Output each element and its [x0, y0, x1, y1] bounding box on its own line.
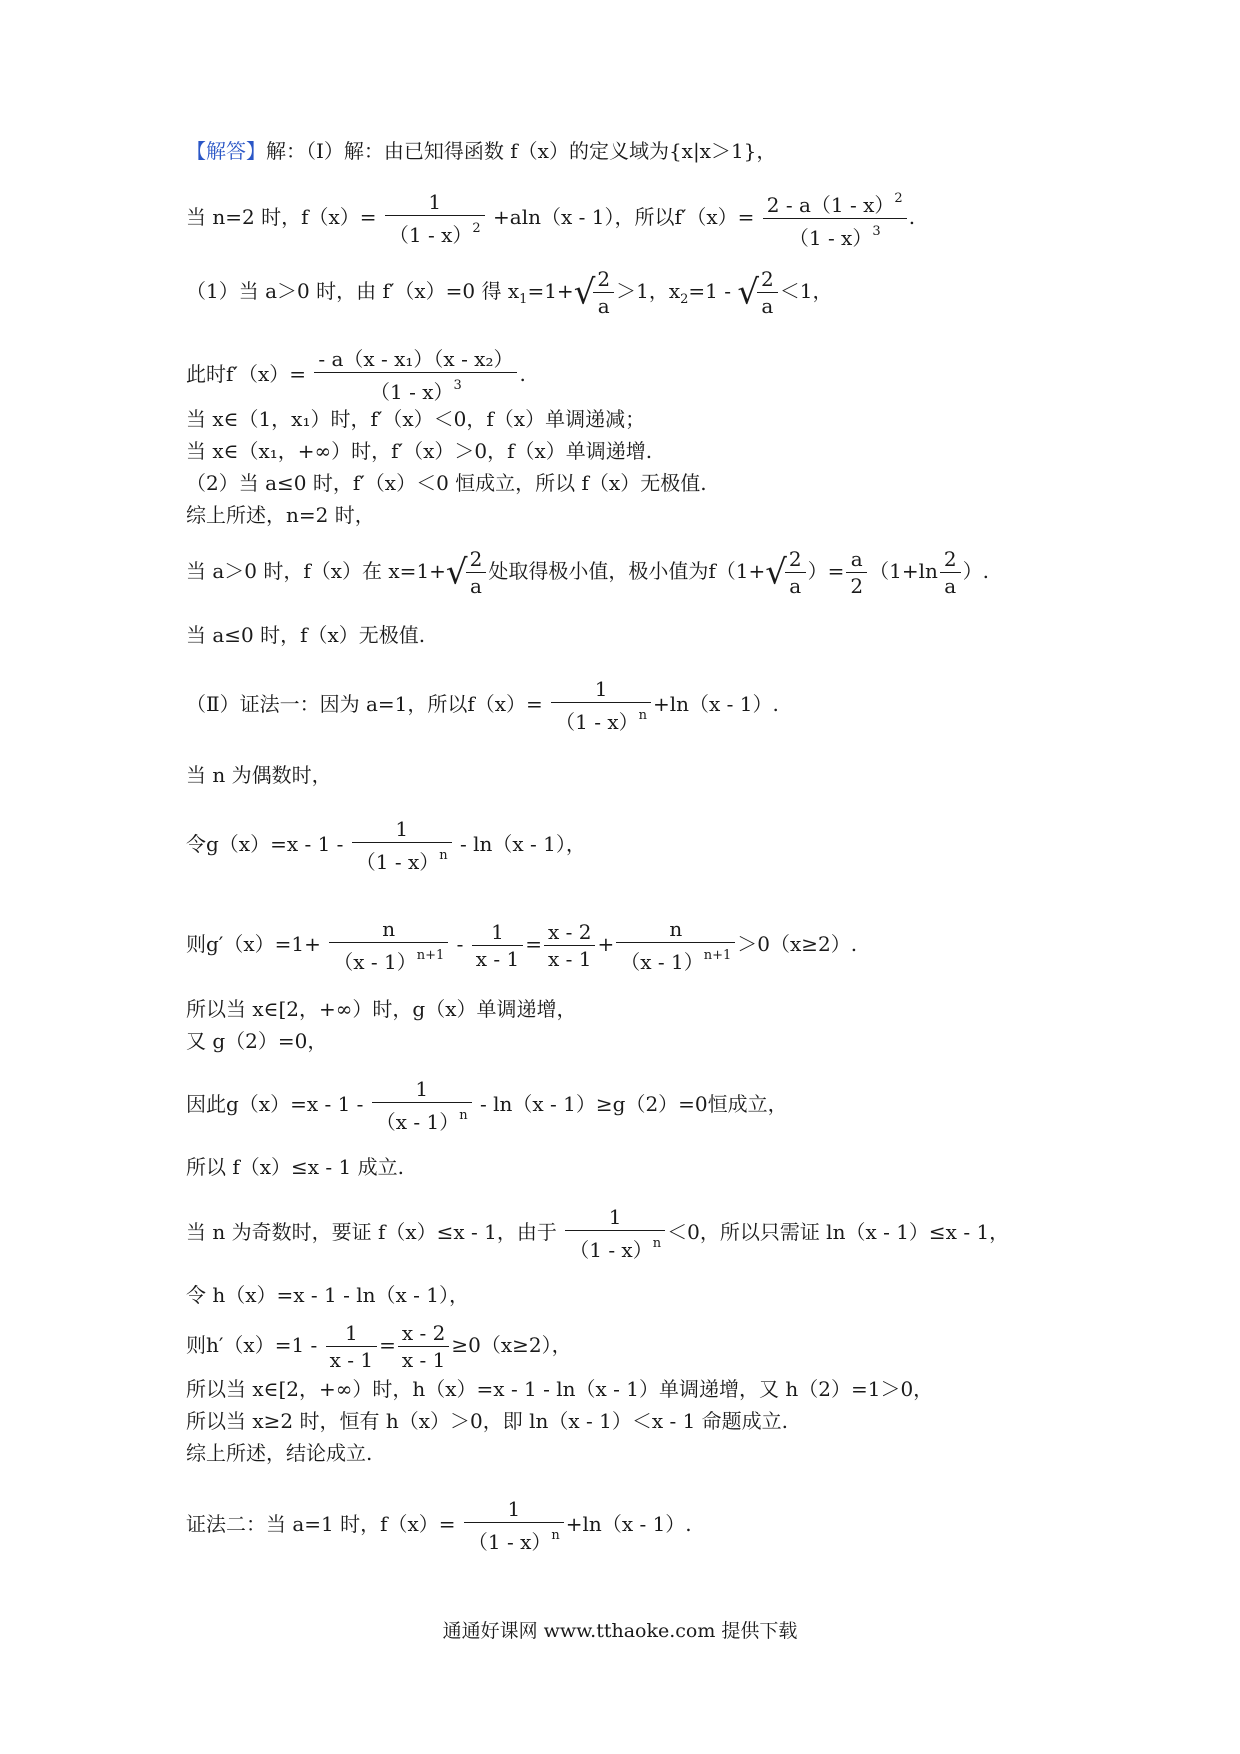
text: .: [519, 362, 526, 386]
denominator: a: [944, 574, 957, 598]
exponent: n: [459, 1108, 468, 1123]
text: ＜0，所以只需证 ln（x - 1）≤x - 1，: [667, 1220, 1010, 1244]
radical: [765, 546, 807, 599]
exponent: 3: [453, 378, 462, 393]
text: ）=: [807, 559, 845, 583]
text: =: [379, 1333, 396, 1357]
text: ＞1，x: [616, 279, 681, 303]
fraction: [398, 1320, 449, 1373]
fraction: [464, 1496, 564, 1555]
den-text: （x - 1）: [333, 950, 417, 974]
den-text: （1 - x）: [370, 380, 454, 404]
fraction: [472, 919, 523, 972]
exponent: n+1: [416, 948, 445, 963]
sqrt-icon: √: [737, 272, 760, 313]
text: 当 n=2 时，f（x）=: [186, 205, 377, 229]
denominator: [385, 216, 485, 248]
line-define-h: 令 h（x）=x - 1 - ln（x - 1），: [186, 1283, 469, 1307]
subscript: 1: [519, 292, 528, 307]
den-text: （x - 1）: [375, 1110, 460, 1134]
denominator: 2: [850, 574, 864, 598]
text: - ln（x - 1），: [453, 832, 586, 856]
text: 令g（x）=x - 1 -: [186, 832, 350, 856]
line-g2: 又 g（2）=0，: [186, 1029, 328, 1053]
text: +: [597, 932, 615, 956]
numerator: 2: [785, 546, 806, 573]
fraction: [372, 1076, 472, 1135]
text: （1）当 a＞0 时，由 f′（x）=0 得 x: [186, 279, 520, 303]
numerator: 2: [466, 546, 487, 573]
numerator: 2: [757, 266, 778, 293]
denominator: [352, 843, 452, 875]
line-case2: （2）当 a≤0 时，f′（x）＜0 恒成立，所以 f（x）无极值.: [186, 471, 707, 495]
denominator: a: [789, 574, 802, 598]
text: 则g′（x）=1+: [186, 932, 321, 956]
exponent: n: [652, 1236, 662, 1251]
numerator: 1: [464, 1496, 564, 1523]
text: （1+ln: [869, 559, 938, 583]
denominator: a: [761, 294, 774, 318]
text: （Ⅱ）证法一：因为 a=1，所以f（x）=: [186, 692, 543, 716]
text: +ln（x - 1）.: [565, 1512, 692, 1536]
denominator: [464, 1523, 564, 1555]
sqrt-icon: √: [445, 552, 468, 593]
exponent: n: [551, 1528, 560, 1543]
line-h-positive: 所以当 x≥2 时，恒有 h（x）＞0，即 ln（x - 1）＜x - 1 命题成立.: [186, 1409, 789, 1433]
line-derivative-factored: [186, 346, 526, 405]
denominator: [551, 703, 651, 735]
fraction: [314, 346, 517, 405]
denominator: x - 1: [329, 1348, 374, 1372]
text: - ln（x - 1）≥g（2）=0恒成立，: [473, 1092, 788, 1116]
line-g-inequality: [186, 1076, 788, 1135]
fraction: [763, 186, 907, 251]
text: 则h′（x）=1 -: [186, 1333, 324, 1357]
denominator: x - 1: [475, 947, 520, 971]
den-text: （x - 1）: [620, 950, 704, 974]
fraction: [593, 266, 614, 319]
line-g-derivative: [186, 916, 857, 975]
denominator: [565, 1231, 665, 1263]
denominator: a: [469, 574, 482, 598]
fraction: [551, 676, 651, 735]
denominator: [616, 943, 735, 975]
line-increasing: 当 x∈（x₁，+∞）时，f′（x）＞0，f（x）单调递增.: [186, 439, 653, 463]
text: 此时f′（x）=: [186, 362, 306, 386]
fraction: [326, 1320, 377, 1373]
exponent: 2: [894, 191, 903, 206]
sqrt-icon: √: [765, 552, 787, 593]
text: =1+: [527, 279, 574, 303]
den-text: （1 - x）: [569, 1238, 653, 1262]
den-text: （1 - x）: [388, 223, 473, 247]
numerator: n: [616, 916, 735, 943]
numerator: 2: [593, 266, 614, 293]
text: =: [525, 932, 542, 956]
numerator: 1: [385, 189, 485, 216]
numerator: 1: [565, 1204, 665, 1231]
line-summary: 综上所述，n=2 时，: [186, 503, 375, 527]
radical: [574, 266, 616, 319]
den-text: （1 - x）: [788, 226, 873, 250]
line-g-increasing: 所以当 x∈[2，+∞）时，g（x）单调递增，: [186, 997, 577, 1021]
denominator: [314, 373, 517, 405]
numerator: 1: [551, 676, 651, 703]
text: 解：（Ⅰ）解：由已知得函数 f（x）的定义域为{x|x＞1}，: [266, 139, 777, 163]
text: ＜1，: [779, 279, 833, 303]
fraction: [329, 916, 448, 975]
text: 证法二：当 a=1 时，f（x）=: [186, 1512, 456, 1536]
numerator: [763, 186, 907, 219]
line-decreasing: 当 x∈（1，x₁）时，f′（x）＜0，f（x）单调递减；: [186, 407, 646, 431]
text: =1 -: [688, 279, 738, 303]
line-proof2: [186, 1496, 692, 1555]
text: ＞0（x≥2）.: [737, 932, 858, 956]
text: ≥0（x≥2），: [451, 1333, 572, 1357]
line-case1-roots: [186, 266, 833, 319]
fraction: [565, 1204, 665, 1263]
numerator: 2: [940, 546, 961, 573]
numerator: x - 2: [398, 1320, 449, 1347]
numerator: - a（x - x₁）（x - x₂）: [314, 346, 517, 373]
fraction: [544, 919, 595, 972]
denominator: [372, 1103, 472, 1135]
sqrt-icon: √: [573, 272, 596, 313]
fraction: [846, 546, 867, 599]
numerator: n: [329, 916, 448, 943]
den-text: （1 - x）: [555, 710, 639, 734]
numerator: 1: [472, 919, 523, 946]
text: -: [450, 932, 470, 956]
exponent: 2: [472, 221, 481, 236]
radical: [737, 266, 779, 319]
line-answer-header: [186, 136, 776, 166]
text: +aln（x - 1），所以f′（x）=: [493, 205, 755, 229]
line-h-derivative: [186, 1320, 572, 1373]
denominator: x - 1: [548, 947, 592, 971]
num-text: 2 - a（1 - x）: [766, 193, 895, 217]
text: ）.: [962, 559, 989, 583]
line-final-conclusion: 综上所述，结论成立.: [186, 1441, 373, 1465]
exponent: n: [439, 848, 448, 863]
line-minimum-value: [186, 546, 989, 599]
subscript: 2: [680, 292, 689, 307]
line-no-extremum: 当 a≤0 时，f（x）无极值.: [186, 623, 426, 647]
line-n-odd: [186, 1204, 1009, 1263]
numerator: 1: [372, 1076, 472, 1103]
den-text: （1 - x）: [467, 1530, 552, 1554]
page-footer: 通通好课网 www.tthaoke.com 提供下载: [442, 1620, 798, 1642]
denominator: x - 1: [401, 1348, 446, 1372]
denominator: [329, 943, 448, 975]
numerator: x - 2: [544, 919, 595, 946]
line-even-conclusion: 所以 f（x）≤x - 1 成立.: [186, 1155, 404, 1179]
text: 当 a＞0 时，f（x）在 x=1+: [186, 559, 446, 583]
numerator: 1: [352, 816, 452, 843]
line-define-g: [186, 816, 586, 875]
numerator: a: [846, 546, 867, 573]
line-proof1-f: [186, 676, 779, 735]
text: 当 n 为奇数时，要证 f（x）≤x - 1，由于: [186, 1220, 557, 1244]
answer-tag: 【解答】: [186, 139, 266, 163]
exponent: n: [638, 708, 648, 723]
radical: [446, 546, 488, 599]
fraction: [466, 546, 487, 599]
text: +ln（x - 1）.: [653, 692, 779, 716]
line-h-increasing: 所以当 x∈[2，+∞）时，h（x）=x - 1 - ln（x - 1）单调递增，又 h（2）=1＞0，: [186, 1377, 934, 1401]
fraction: [785, 546, 806, 599]
line-n2-definition: [186, 186, 915, 251]
numerator: 1: [326, 1320, 377, 1347]
fraction: [940, 546, 961, 599]
fraction: [352, 816, 452, 875]
fraction: [616, 916, 735, 975]
exponent: n+1: [703, 948, 732, 963]
text: .: [908, 205, 916, 229]
fraction: [757, 266, 778, 319]
text: 处取得极小值，极小值为f（1+: [488, 559, 766, 583]
line-n-even: 当 n 为偶数时，: [186, 763, 332, 787]
den-text: （1 - x）: [355, 850, 440, 874]
denominator: [763, 219, 907, 251]
denominator: a: [597, 294, 610, 318]
exponent: 3: [872, 224, 881, 239]
fraction: [385, 189, 485, 248]
text: 因此g（x）=x - 1 -: [186, 1092, 370, 1116]
